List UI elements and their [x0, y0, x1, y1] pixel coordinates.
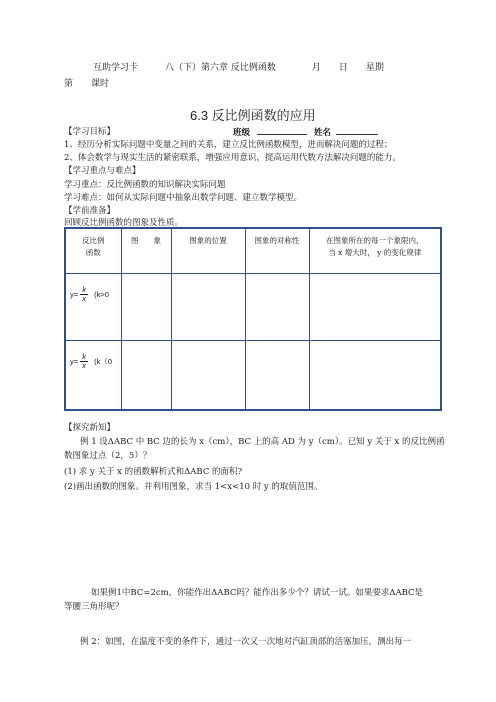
col-header-function: 反比例 函数 [65, 228, 121, 273]
answer-cell[interactable] [171, 340, 245, 410]
example2-text: 例 2：如图，在温度不变的条件下，通过一次又一次地对汽缸顶部的活塞加压，测出每一 [80, 637, 412, 647]
page-title: 6.3 反比例函数的应用 [190, 108, 316, 123]
table-row [65, 340, 441, 410]
answer-cell[interactable] [121, 340, 171, 410]
answer-cell[interactable] [309, 273, 441, 340]
example1-text-cont: 数图象过点（2，5）？ [64, 451, 152, 461]
col-header-symmetry: 图象的对称性 [245, 228, 309, 273]
answer-cell[interactable] [121, 273, 171, 340]
col-header-position: 图象的位置 [171, 228, 245, 273]
focus-hard: 学习难点：如何从实际问题中抽象出数学问题、建立数学模型。 [64, 193, 303, 203]
function-cell-negative-k [65, 340, 121, 410]
answer-cell[interactable] [245, 340, 309, 410]
answer-cell[interactable] [309, 340, 441, 410]
function-formula: y= $\frac{k}{x}$ (k（0 [70, 351, 113, 370]
fraction: $\frac{k}{x}$ [80, 286, 88, 303]
function-cell-positive-k [65, 273, 121, 340]
table-row [65, 273, 441, 340]
lesson-period: 第 课时 [64, 79, 110, 89]
function-formula: y= $\frac{k}{x}$ (k>0 [70, 284, 109, 303]
name-label: 姓名 [313, 128, 331, 138]
focus-heading: 【学习重点与难点】 [64, 166, 141, 176]
col-header-graph: 图 象 [121, 228, 171, 273]
followup-question-cont: 等腰三角形呢？ [64, 602, 124, 612]
prep-heading: 【学前准备】 [64, 206, 116, 216]
fraction: $\frac{k}{x}$ [80, 353, 88, 370]
name-blank[interactable] [336, 125, 378, 135]
class-label: 班级 [233, 128, 251, 138]
question-2: (2)画出函数的图象。并利用图象，求当 1<x<10 时 y 的取值范围。 [64, 482, 323, 492]
review-table [64, 227, 442, 411]
card-header: 互助学习卡 八（下）第六章 反比例函数 月 日 星期 [93, 63, 384, 73]
goal-item: 1、经历分析实际问题中变量之间的关系，建立反比例函数模型，进而解决问题的过程； [64, 140, 393, 150]
question-1: (1) 求 y 关于 x 的函数解析式和ΔABC 的面积? [64, 467, 243, 477]
prep-intro: 回顾反比例函数的图象及性质。 [64, 218, 184, 228]
goal-item: 2、体会数学与现实生活的紧密联系，增强应用意识，提高运用代数方法解决问题的能力。 [64, 153, 401, 163]
example1-text: 例 1 设ΔABC 中 BC 边的长为 x（cm），BC 上的高 AD 为 y（cm）。已知 y 关于 x 的反比例函 [80, 437, 445, 447]
explore-heading: 【探究新知】 [64, 423, 116, 433]
answer-cell[interactable] [245, 273, 309, 340]
goal-heading: 【学习目标】 [64, 127, 116, 137]
answer-cell[interactable] [171, 273, 245, 340]
class-name-fields [233, 125, 378, 138]
col-header-variation: 在图象所在的每一个象限内， 当 x 增大时， y 的变化规律 [309, 228, 441, 273]
focus-key: 学习重点：反比例函数的知识解决实际问题 [64, 180, 226, 190]
table-header-row [65, 228, 441, 273]
followup-question: 如果例1中BC=2cm，你能作出ΔABC吗？能作出多少个？请试一试。如果要求ΔABC是 [91, 588, 424, 598]
class-blank[interactable] [257, 125, 307, 135]
